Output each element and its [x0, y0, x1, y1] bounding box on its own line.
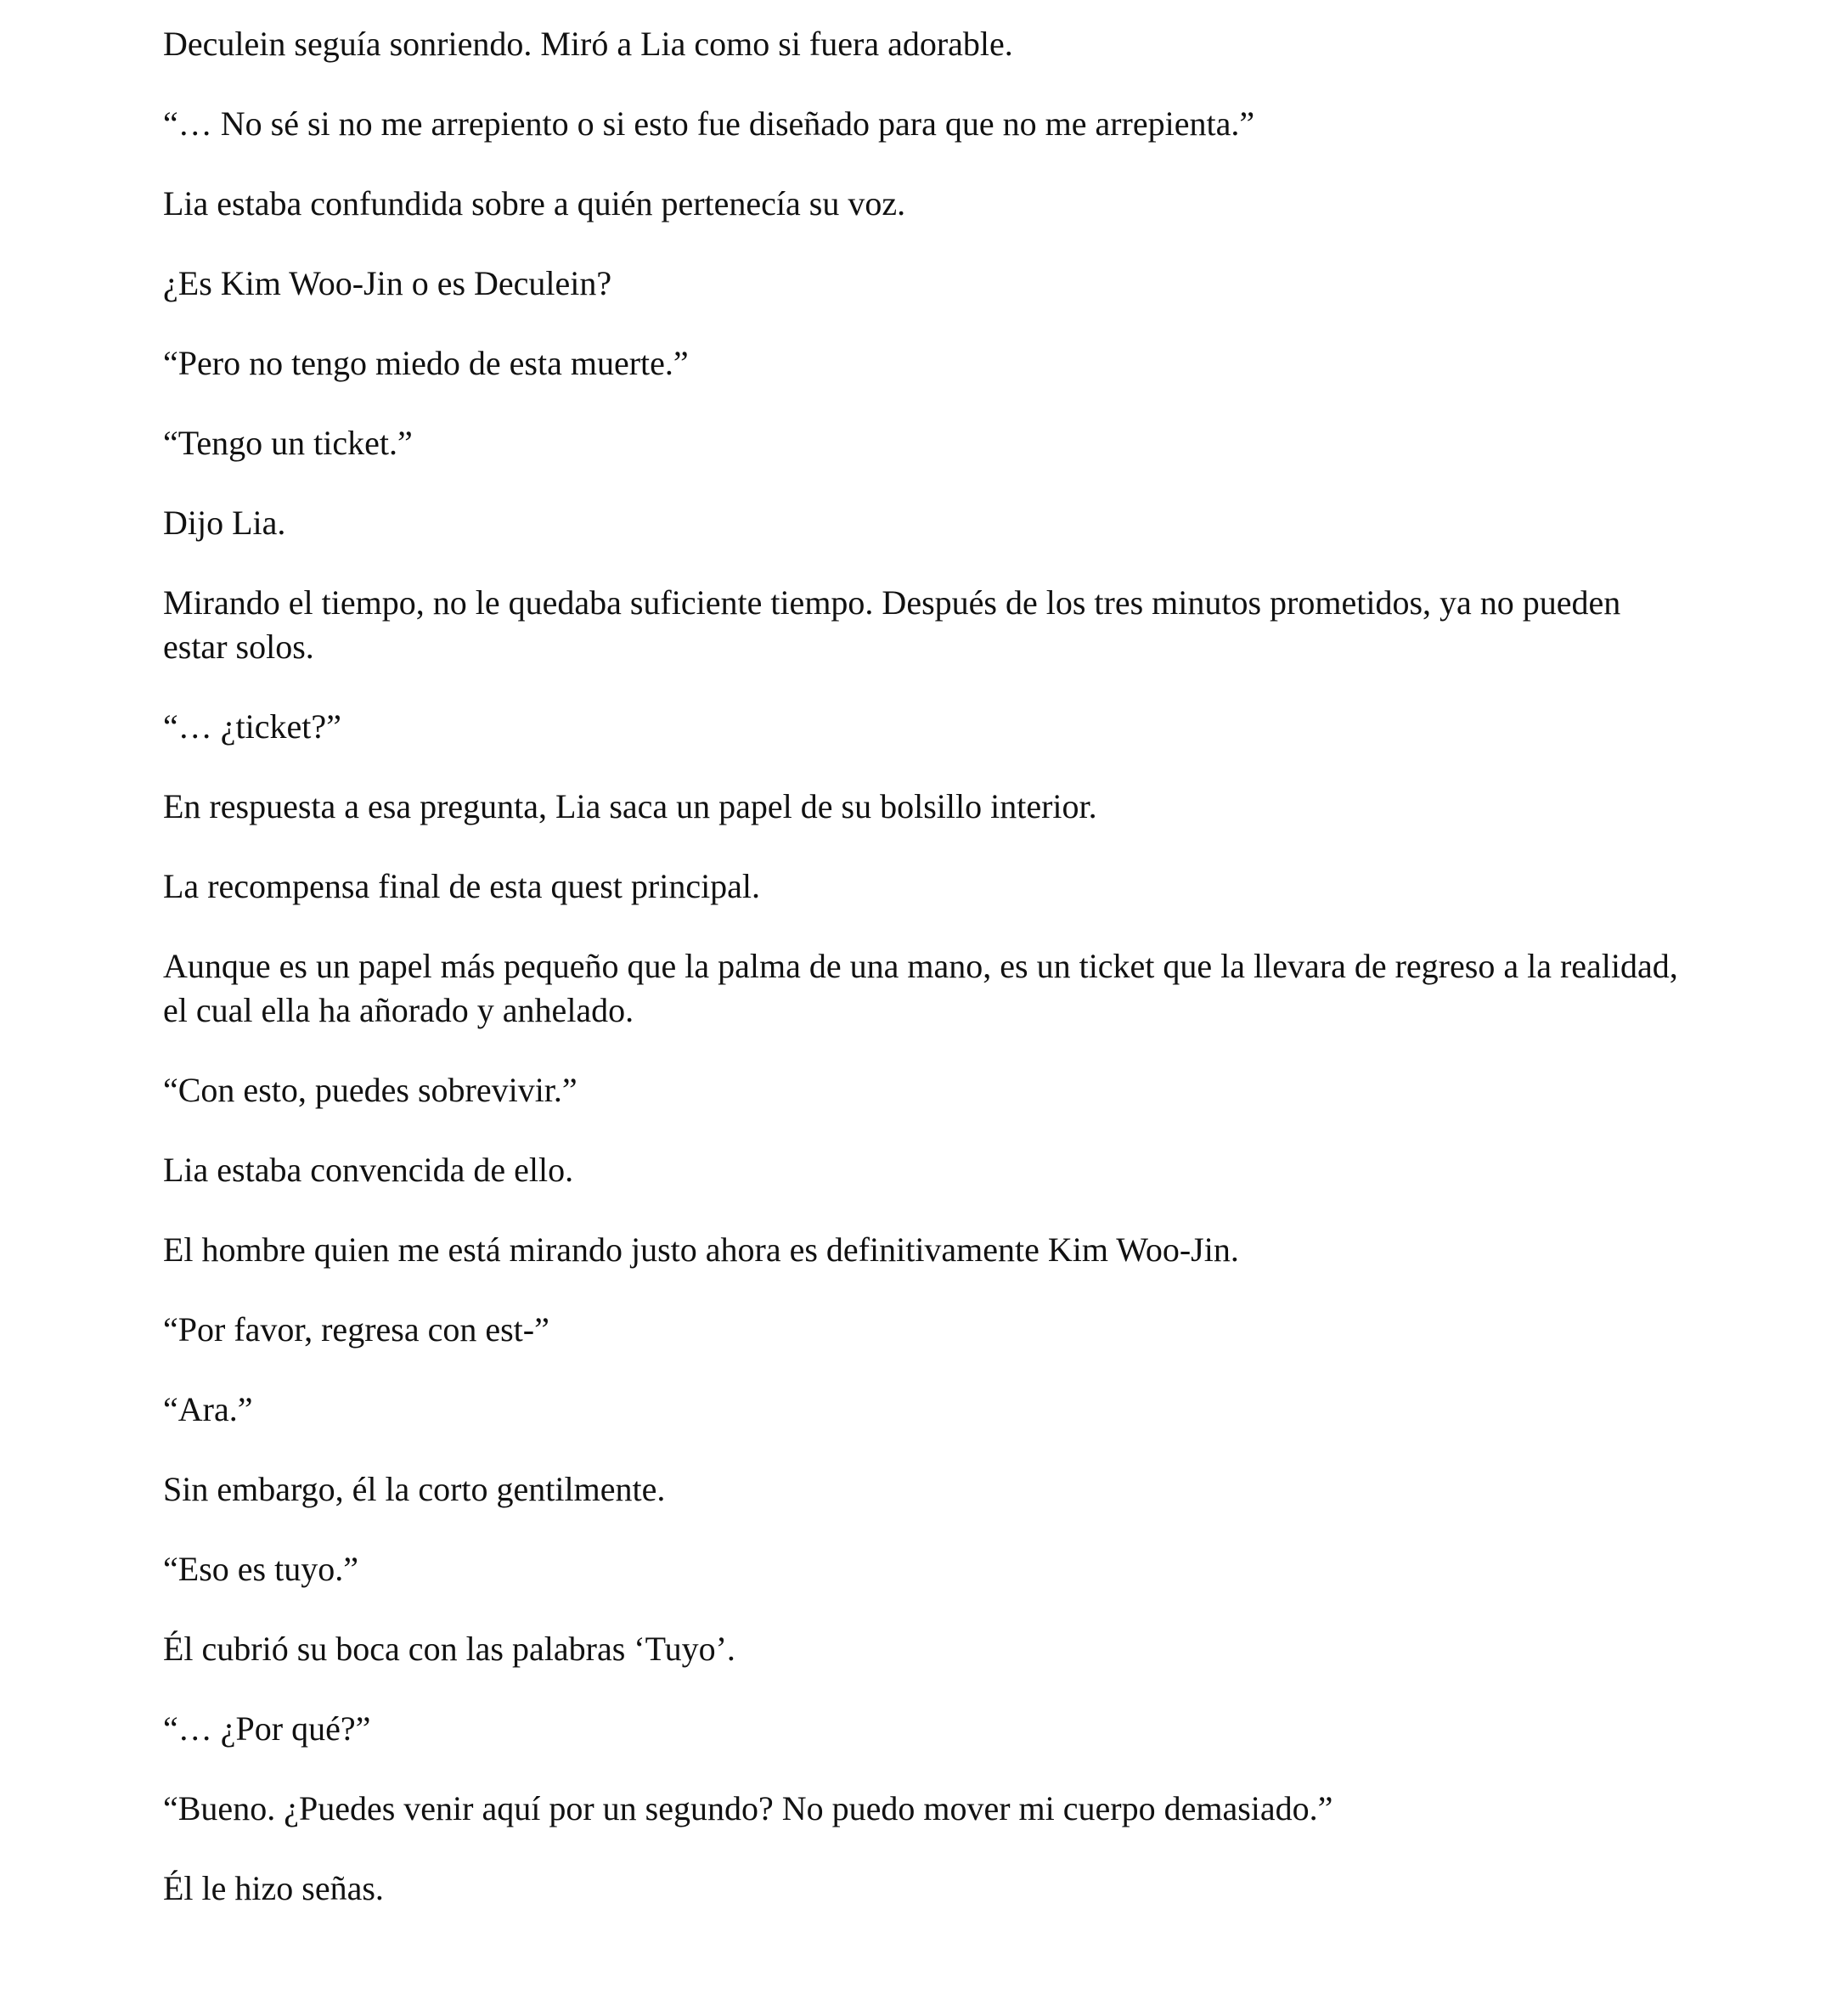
paragraph: “Con esto, puedes sobrevivir.” — [163, 1071, 578, 1109]
paragraph: Él le hizo señas. — [163, 1869, 384, 1907]
paragraph: La recompensa final de esta quest principal. — [163, 867, 761, 905]
paragraph: Aunque es un papel más pequeño que la palma de una mano, es un ticket que la llevara de regreso a la realidad, el cual ella ha añorado y anhelado. — [163, 947, 1678, 1029]
paragraph: “Tengo un ticket.” — [163, 424, 413, 462]
paragraph: Deculein seguía sonriendo. Miró a Lia como si fuera adorable. — [163, 25, 1013, 63]
paragraph: El hombre quien me está mirando justo ahora es definitivamente Kim Woo-Jin. — [163, 1230, 1239, 1269]
paragraph: “… ¿Por qué?” — [163, 1709, 371, 1748]
paragraph: “Eso es tuyo.” — [163, 1550, 358, 1588]
paragraph: Él cubrió su boca con las palabras ‘Tuyo’. — [163, 1630, 735, 1668]
paragraph: “… No sé si no me arrepiento o si esto fue diseñado para que no me arrepienta.” — [163, 104, 1255, 143]
paragraph: Lia estaba confundida sobre a quién pertenecía su voz. — [163, 184, 906, 222]
paragraph: “… ¿ticket?” — [163, 707, 341, 746]
paragraph: ¿Es Kim Woo-Jin o es Deculein? — [163, 264, 612, 302]
paragraph: “Ara.” — [163, 1390, 253, 1428]
paragraph: “Pero no tengo miedo de esta muerte.” — [163, 344, 689, 382]
paragraph: Dijo Lia. — [163, 504, 286, 542]
paragraph: “Bueno. ¿Puedes venir aquí por un segundo? No puedo mover mi cuerpo demasiado.” — [163, 1789, 1333, 1827]
paragraph: Mirando el tiempo, no le quedaba suficiente tiempo. Después de los tres minutos prometidos, ya no pueden estar solos. — [163, 583, 1621, 666]
document-page — [163, 22, 1692, 1946]
paragraph: Sin embargo, él la corto gentilmente. — [163, 1470, 666, 1508]
paragraph: Lia estaba convencida de ello. — [163, 1151, 574, 1189]
paragraph: “Por favor, regresa con est-” — [163, 1310, 549, 1349]
paragraph: En respuesta a esa pregunta, Lia saca un papel de su bolsillo interior. — [163, 787, 1097, 825]
